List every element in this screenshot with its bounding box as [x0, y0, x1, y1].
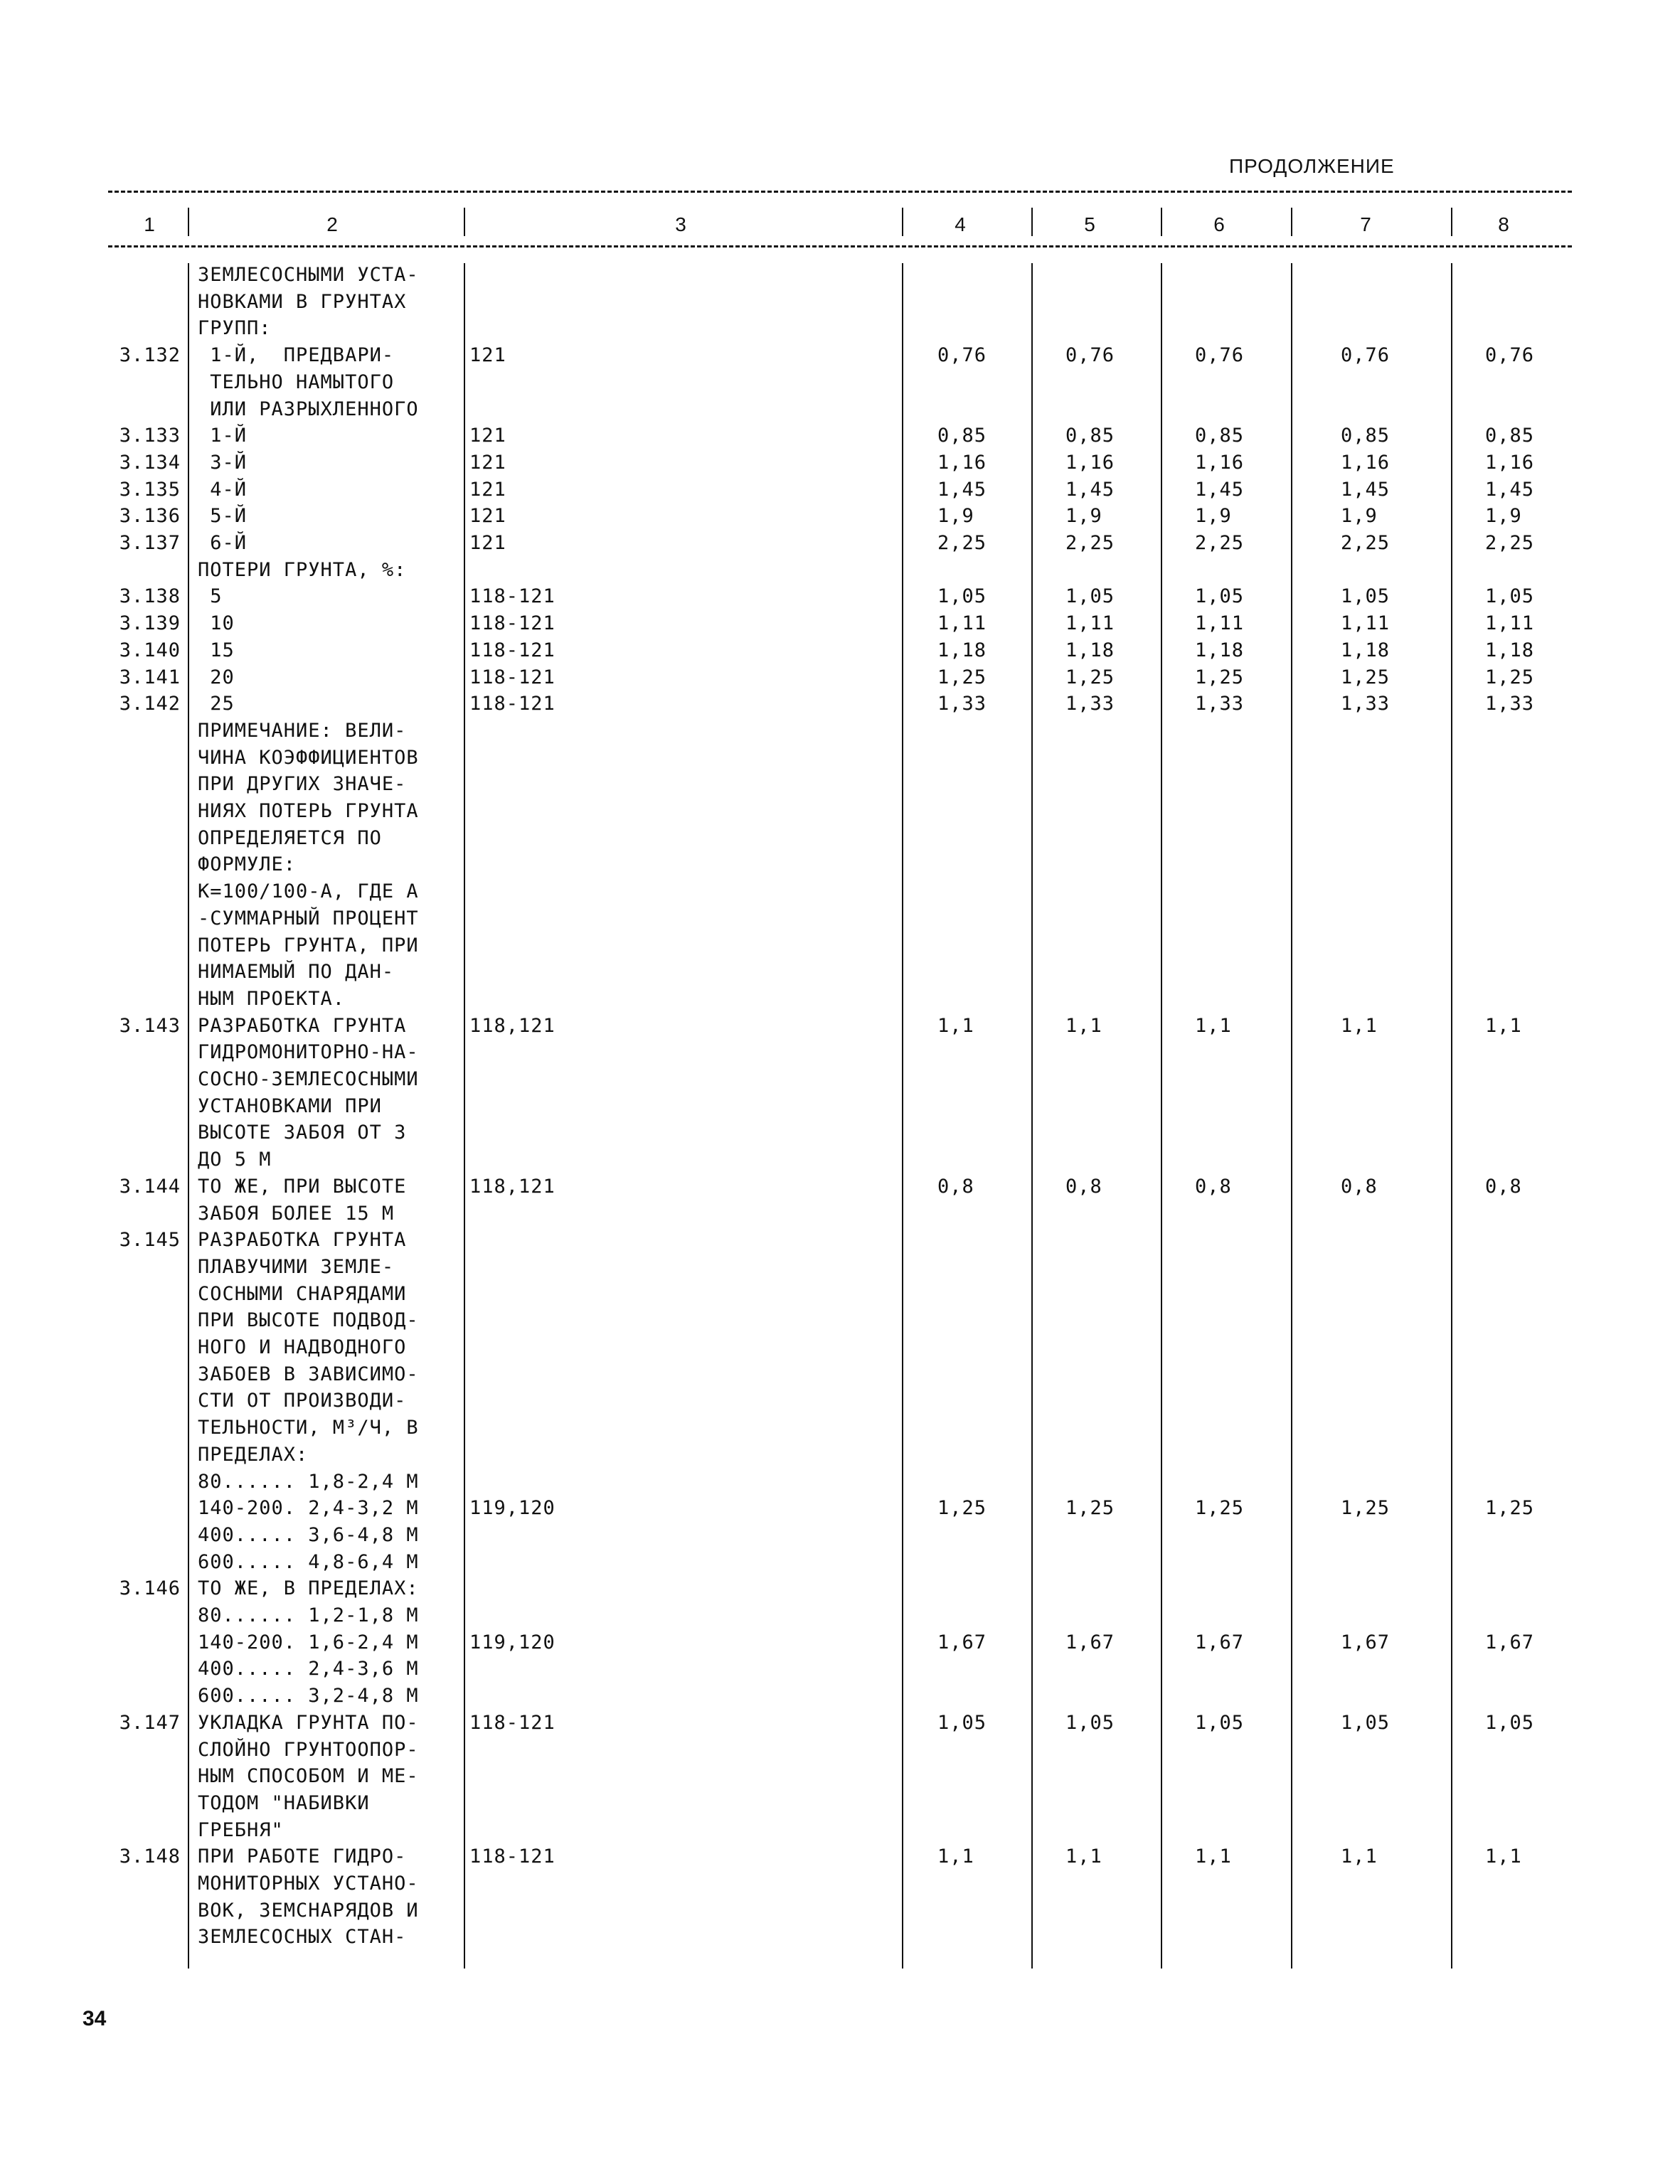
row-reference: 118-121 [469, 639, 555, 661]
row-value-col-4: 1,33 [937, 693, 987, 715]
row-description-line: 140-200. 2,4-3,2 М [198, 1497, 419, 1520]
row-description-line: ПОТЕРЬ ГРУНТА, ПРИ [198, 934, 419, 957]
row-description-line: ГРЕБНЯ" [198, 1818, 284, 1841]
row-value-col-6: 1,05 [1195, 585, 1245, 608]
row-description-line: 3-Й [198, 451, 248, 474]
row-number: 3.132 [119, 344, 181, 367]
row-description-line: ИЛИ РАЗРЫХЛЕННОГО [198, 398, 419, 420]
row-value-col-7: 1,11 [1341, 612, 1391, 635]
row-value-col-4: 0,76 [937, 344, 987, 367]
row-value-col-5: 0,76 [1065, 344, 1115, 367]
row-value-col-5: 1,05 [1065, 1711, 1115, 1734]
column-divider [1031, 263, 1033, 1969]
row-value-col-4: 1,25 [937, 666, 987, 688]
header-divider [1451, 208, 1452, 236]
row-value-col-7: 1,1 [1341, 1845, 1378, 1868]
row-value-col-4: 1,11 [937, 612, 987, 635]
header-divider [902, 208, 903, 236]
row-description-line: ЧИНА КОЭФФИЦИЕНТОВ [198, 746, 419, 769]
row-value-col-7: 1,9 [1341, 505, 1378, 528]
row-description-line: ОПРЕДЕЛЯЕТСЯ ПО [198, 826, 382, 849]
row-description-line: НЫМ СПОСОБОМ И МЕ- [198, 1765, 419, 1788]
column-header-2: 2 [326, 213, 338, 235]
row-description-line: 1-Й [198, 425, 248, 447]
row-value-col-8: 2,25 [1485, 532, 1535, 554]
row-number: 3.136 [119, 505, 181, 528]
header-top-rule [108, 191, 1572, 193]
header-divider [188, 208, 189, 236]
row-value-col-8: 0,85 [1485, 425, 1535, 447]
row-value-col-8: 1,05 [1485, 585, 1535, 608]
row-value-col-4: 1,05 [937, 585, 987, 608]
row-value-col-5: 0,85 [1065, 425, 1115, 447]
row-value-col-6: 1,45 [1195, 478, 1245, 501]
row-description-line: НОГО И НАДВОДНОГО [198, 1336, 407, 1358]
row-value-col-8: 1,45 [1485, 478, 1535, 501]
row-description-line: 80...... 1,8-2,4 М [198, 1470, 419, 1493]
row-description-line: ЗЕМЛЕСОСНЫХ СТАН- [198, 1926, 407, 1949]
row-value-col-7: 1,05 [1341, 1711, 1391, 1734]
row-number: 3.143 [119, 1014, 181, 1037]
row-description-line: ГИДРОМОНИТОРНО-НА- [198, 1041, 419, 1064]
row-description-line: 600..... 4,8-6,4 М [198, 1550, 419, 1573]
row-description-line: ПРИ ВЫСОТЕ ПОДВОД- [198, 1309, 419, 1332]
row-reference: 118-121 [469, 585, 555, 608]
row-value-col-4: 1,16 [937, 451, 987, 474]
column-header-5: 5 [1084, 213, 1095, 235]
row-value-col-5: 1,18 [1065, 639, 1115, 661]
row-value-col-8: 1,18 [1485, 639, 1535, 661]
row-value-col-6: 0,76 [1195, 344, 1245, 367]
row-value-col-5: 1,25 [1065, 666, 1115, 688]
row-description-line: 10 [198, 612, 235, 635]
row-reference: 118,121 [469, 1175, 555, 1198]
row-value-col-5: 1,11 [1065, 612, 1115, 635]
row-description-line: НИМАЕМЫЙ ПО ДАН- [198, 961, 395, 984]
row-description-line: 400..... 2,4-3,6 М [198, 1658, 419, 1680]
row-number: 3.147 [119, 1711, 181, 1734]
row-value-col-7: 1,25 [1341, 666, 1391, 688]
row-reference: 118,121 [469, 1014, 555, 1037]
row-description-line: К=100/100-А, ГДЕ А [198, 880, 419, 903]
column-divider [464, 263, 465, 1969]
row-value-col-6: 1,16 [1195, 451, 1245, 474]
row-number: 3.140 [119, 639, 181, 661]
row-value-col-7: 0,8 [1341, 1175, 1378, 1198]
row-reference: 118-121 [469, 666, 555, 688]
header-bottom-rule [108, 245, 1572, 247]
row-description-line: СТИ ОТ ПРОИЗВОДИ- [198, 1390, 407, 1412]
column-divider [1161, 263, 1162, 1969]
row-description-line: СОСНЫМИ СНАРЯДАМИ [198, 1282, 407, 1305]
row-description-line: ВЫСОТЕ ЗАБОЯ ОТ 3 [198, 1122, 407, 1144]
row-value-col-7: 0,85 [1341, 425, 1391, 447]
row-value-col-6: 1,05 [1195, 1711, 1245, 1734]
row-value-col-8: 0,76 [1485, 344, 1535, 367]
row-description-line: ПРЕДЕЛАХ: [198, 1443, 309, 1466]
row-reference: 118-121 [469, 612, 555, 635]
row-value-col-6: 1,1 [1195, 1014, 1232, 1037]
row-description-line: 5 [198, 585, 223, 608]
row-description-line: 20 [198, 666, 235, 688]
column-header-8: 8 [1498, 213, 1509, 235]
row-value-col-7: 2,25 [1341, 532, 1391, 554]
row-value-col-6: 1,9 [1195, 505, 1232, 528]
row-value-col-8: 0,8 [1485, 1175, 1522, 1198]
row-description-line: 80...... 1,2-1,8 М [198, 1604, 419, 1626]
row-value-col-7: 1,18 [1341, 639, 1391, 661]
row-value-col-4: 1,1 [937, 1845, 974, 1868]
row-number: 3.133 [119, 425, 181, 447]
row-description-line: СЛОЙНО ГРУНТООПОР- [198, 1738, 419, 1761]
row-reference: 121 [469, 505, 506, 528]
row-description-line: ЗЕМЛЕСОСНЫМИ УСТА- [198, 264, 419, 286]
row-reference: 121 [469, 344, 506, 367]
row-description-line: 400..... 3,6-4,8 М [198, 1523, 419, 1546]
header-divider [1031, 208, 1033, 236]
row-description-line: НЫМ ПРОЕКТА. [198, 987, 346, 1010]
row-description-line: ФОРМУЛЕ: [198, 853, 297, 876]
row-reference: 121 [469, 478, 506, 501]
row-value-col-6: 1,33 [1195, 693, 1245, 715]
row-description-line: 140-200. 1,6-2,4 М [198, 1631, 419, 1653]
row-value-col-4: 1,25 [937, 1497, 987, 1520]
row-number: 3.145 [119, 1229, 181, 1252]
row-value-col-8: 1,25 [1485, 666, 1535, 688]
row-description-line: 6-Й [198, 532, 248, 554]
row-value-col-4: 1,18 [937, 639, 987, 661]
row-number: 3.134 [119, 451, 181, 474]
row-value-col-6: 1,25 [1195, 1497, 1245, 1520]
row-reference: 118-121 [469, 1845, 555, 1868]
row-value-col-6: 1,25 [1195, 666, 1245, 688]
row-description-line: 1-Й, ПРЕДВАРИ- [198, 344, 395, 367]
row-description-line: ПРИ РАБОТЕ ГИДРО- [198, 1845, 407, 1868]
row-description-line: ДО 5 М [198, 1149, 272, 1171]
row-number: 3.138 [119, 585, 181, 608]
row-value-col-7: 1,16 [1341, 451, 1391, 474]
row-description-line: -СУММАРНЫЙ ПРОЦЕНТ [198, 907, 419, 929]
page-number: 34 [83, 2007, 107, 2030]
row-value-col-7: 1,67 [1341, 1631, 1391, 1653]
row-description-line: ЗАБОЕВ В ЗАВИСИМО- [198, 1363, 419, 1385]
row-value-col-4: 2,25 [937, 532, 987, 554]
row-value-col-6: 1,67 [1195, 1631, 1245, 1653]
row-value-col-4: 1,1 [937, 1014, 974, 1037]
row-value-col-6: 1,1 [1195, 1845, 1232, 1868]
row-value-col-5: 1,1 [1065, 1845, 1102, 1868]
row-description-line: СОСНО-ЗЕМЛЕСОСНЫМИ [198, 1068, 419, 1090]
row-value-col-5: 1,25 [1065, 1497, 1115, 1520]
row-value-col-5: 1,45 [1065, 478, 1115, 501]
row-value-col-7: 1,1 [1341, 1014, 1378, 1037]
row-value-col-5: 1,9 [1065, 505, 1102, 528]
row-reference: 121 [469, 451, 506, 474]
row-description-line: РАЗРАБОТКА ГРУНТА [198, 1014, 407, 1037]
row-value-col-6: 0,85 [1195, 425, 1245, 447]
column-divider [902, 263, 903, 1969]
row-description-line: НОВКАМИ В ГРУНТАХ [198, 290, 407, 313]
row-value-col-6: 0,8 [1195, 1175, 1232, 1198]
row-number: 3.144 [119, 1175, 181, 1198]
row-value-col-8: 1,16 [1485, 451, 1535, 474]
column-header-3: 3 [675, 213, 686, 235]
row-number: 3.142 [119, 693, 181, 715]
row-value-col-4: 0,85 [937, 425, 987, 447]
row-value-col-4: 1,67 [937, 1631, 987, 1653]
row-description-line: 25 [198, 693, 235, 715]
row-value-col-8: 1,25 [1485, 1497, 1535, 1520]
row-value-col-8: 1,33 [1485, 693, 1535, 715]
row-reference: 121 [469, 425, 506, 447]
row-value-col-8: 1,67 [1485, 1631, 1535, 1653]
row-description-line: ПОТЕРИ ГРУНТА, %: [198, 558, 407, 581]
row-number: 3.135 [119, 478, 181, 501]
row-number: 3.141 [119, 666, 181, 688]
row-number: 3.139 [119, 612, 181, 635]
row-description-line: УСТАНОВКАМИ ПРИ [198, 1094, 382, 1117]
row-value-col-5: 1,67 [1065, 1631, 1115, 1653]
row-value-col-6: 1,11 [1195, 612, 1245, 635]
row-number: 3.148 [119, 1845, 181, 1868]
row-value-col-5: 1,33 [1065, 693, 1115, 715]
header-divider [1291, 208, 1292, 236]
row-description-line: ПЛАВУЧИМИ ЗЕМЛЕ- [198, 1255, 395, 1278]
row-description-line: 15 [198, 639, 235, 661]
row-number: 3.137 [119, 532, 181, 554]
row-description-line: 4-Й [198, 478, 248, 501]
row-description-line: УКЛАДКА ГРУНТА ПО- [198, 1711, 419, 1734]
row-description-line: ПРИ ДРУГИХ ЗНАЧЕ- [198, 773, 407, 796]
row-value-col-7: 1,25 [1341, 1497, 1391, 1520]
row-description-line: ТЕЛЬНО НАМЫТОГО [198, 371, 395, 393]
row-description-line: ТОДОМ "НАБИВКИ [198, 1791, 370, 1814]
row-description-line: ТЕЛЬНОСТИ, М³/Ч, В [198, 1417, 419, 1439]
row-value-col-8: 1,9 [1485, 505, 1522, 528]
row-value-col-7: 0,76 [1341, 344, 1391, 367]
row-reference: 119,120 [469, 1497, 555, 1520]
continuation-label: ПРОДОЛЖЕНИЕ [1229, 155, 1395, 177]
row-value-col-4: 1,05 [937, 1711, 987, 1734]
row-reference: 118-121 [469, 1711, 555, 1734]
row-value-col-4: 1,45 [937, 478, 987, 501]
column-header-4: 4 [955, 213, 966, 235]
row-value-col-5: 2,25 [1065, 532, 1115, 554]
row-description-line: 600..... 3,2-4,8 М [198, 1685, 419, 1708]
column-header-7: 7 [1360, 213, 1371, 235]
row-reference: 121 [469, 532, 506, 554]
row-value-col-5: 1,16 [1065, 451, 1115, 474]
row-reference: 118-121 [469, 693, 555, 715]
row-description-line: МОНИТОРНЫХ УСТАНО- [198, 1873, 419, 1895]
column-divider [1451, 263, 1452, 1969]
header-divider [1161, 208, 1162, 236]
row-value-col-5: 1,05 [1065, 585, 1115, 608]
header-divider [464, 208, 465, 236]
column-divider [1291, 263, 1292, 1969]
row-value-col-7: 1,45 [1341, 478, 1391, 501]
row-description-line: РАЗРАБОТКА ГРУНТА [198, 1229, 407, 1252]
row-description-line: НИЯХ ПОТЕРЬ ГРУНТА [198, 800, 419, 822]
row-value-col-7: 1,33 [1341, 693, 1391, 715]
row-number: 3.146 [119, 1577, 181, 1600]
row-description-line: ТО ЖЕ, ПРИ ВЫСОТЕ [198, 1175, 407, 1198]
row-description-line: ГРУПП: [198, 317, 272, 340]
row-description-line: ТО ЖЕ, В ПРЕДЕЛАХ: [198, 1577, 419, 1600]
row-value-col-6: 2,25 [1195, 532, 1245, 554]
row-value-col-8: 1,11 [1485, 612, 1535, 635]
row-value-col-5: 0,8 [1065, 1175, 1102, 1198]
row-description-line: ВОК, ЗЕМСНАРЯДОВ И [198, 1899, 419, 1922]
row-value-col-5: 1,1 [1065, 1014, 1102, 1037]
row-value-col-8: 1,1 [1485, 1845, 1522, 1868]
row-value-col-7: 1,05 [1341, 585, 1391, 608]
row-description-line: ЗАБОЯ БОЛЕЕ 15 М [198, 1202, 395, 1225]
row-value-col-4: 0,8 [937, 1175, 974, 1198]
row-reference: 119,120 [469, 1631, 555, 1653]
column-header-1: 1 [144, 213, 155, 235]
row-value-col-8: 1,05 [1485, 1711, 1535, 1734]
row-description-line: ПРИМЕЧАНИЕ: ВЕЛИ- [198, 719, 407, 742]
row-value-col-8: 1,1 [1485, 1014, 1522, 1037]
column-header-6: 6 [1213, 213, 1225, 235]
column-divider [188, 263, 189, 1969]
row-value-col-6: 1,18 [1195, 639, 1245, 661]
row-description-line: 5-Й [198, 505, 248, 528]
row-value-col-4: 1,9 [937, 505, 974, 528]
